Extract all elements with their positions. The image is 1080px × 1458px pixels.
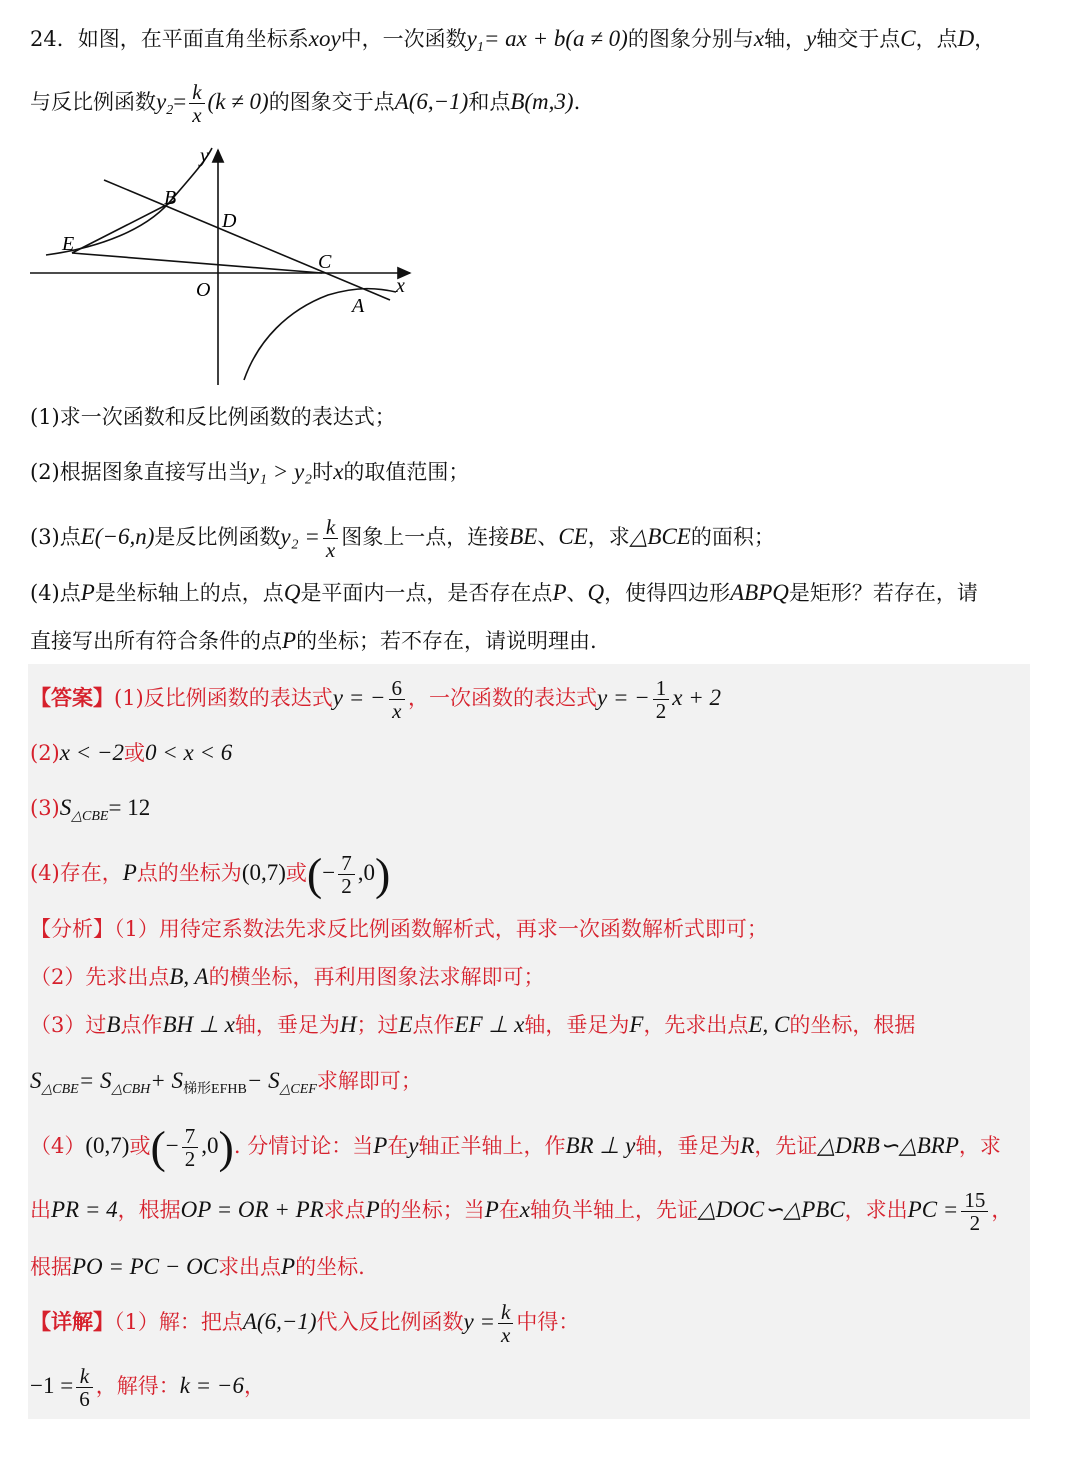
question-4-line-1: (4)点P是坐标轴上的点，点Q是平面内一点，是否存在点P、Q，使得四边形ABPQ是矩形？若存在，请 bbox=[30, 580, 978, 605]
answer-3: $(3)S_{\triangle CBE}= 12$ bbox=[30, 795, 151, 824]
question-2: (2)根据图象直接写出当y₁ > y₂时x的取值范围； bbox=[30, 459, 470, 484]
detail-2: −1 = $\frac{k}{6}$ ，解得：k = −6， bbox=[30, 1364, 265, 1411]
fraction-k-over-x: $\frac{k}{x}$ bbox=[189, 81, 204, 126]
question-1: (1)求一次函数和反比例函数的表达式； bbox=[30, 405, 396, 429]
coordinate-figure bbox=[28, 140, 428, 390]
answer-2: (2)x < −2或0 < x < 6 bbox=[30, 740, 233, 765]
linear-function-line bbox=[104, 180, 390, 300]
answer-1: 【答案】(1)反比例函数的表达式y = − $\frac{6}{x}$ ，一次函数的表达式y = − $\frac{1}{2}$ x + 2 bbox=[30, 676, 721, 723]
question-number: 24．如图，在平面直角坐标系 bbox=[30, 27, 309, 51]
problem-line-1: 24．如图，在平面直角坐标系xoy中，一次函数$y_1=$ ax + b(a ≠ 0)的图象分别与x轴，y轴交于点C，点D， bbox=[30, 26, 996, 55]
question-3: (3)点E(−6,n)是反比例函数y₂ = $\frac{k}{x}$ 图象上一点，连接BE、CE，求△BCE的面积； bbox=[30, 515, 775, 562]
label-C: C bbox=[318, 251, 332, 273]
problem-line-2: 与反比例函数$y_2=$ $\frac{k}{x}$ (k ≠ 0)的图象交于点A(6,−1)和点B(m,3). bbox=[30, 80, 581, 127]
analysis-4-line-2: 出PR = 4，根据OP = OR + PR求点P的坐标；当P在x轴负半轴上，先证△DOC∽△PBC，求出PC = $\frac{15}{2}$ ， bbox=[30, 1188, 1013, 1235]
analysis-4: （4）(0,7)或(− $\frac{7}{2}$ ,0). 分情讨论：当P在y轴正半轴上，作BR ⊥ y轴，垂足为R，先证△DRB∽△BRP，求 bbox=[30, 1121, 1001, 1173]
label-E: E bbox=[62, 233, 75, 255]
label-x: x bbox=[396, 275, 405, 297]
question-4-line-2: 直接写出所有符合条件的点P的坐标；若不存在，请说明理由. bbox=[30, 628, 597, 653]
analysis-2: （2）先求出点B, A的横坐标，再利用图象法求解即可； bbox=[30, 964, 545, 989]
answer-4: (4)存在，P点的坐标为(0,7)或(− $\frac{7}{2}$ ,0) bbox=[30, 848, 391, 900]
label-O: O bbox=[196, 279, 211, 301]
hyperbola-right-branch bbox=[244, 289, 396, 380]
analysis-3: （3）过B点作BH ⊥ x轴，垂足为H；过E点作EF ⊥ x轴，垂足为F，先求出点E, C的坐标，根据 bbox=[30, 1012, 916, 1037]
detail-1: 【详解】（1）解：把点A(6,−1)代入反比例函数y = $\frac{k}{x}$ 中得： bbox=[30, 1300, 580, 1347]
analysis-4-line-3: 根据PO = PC − OC求出点P的坐标. bbox=[30, 1254, 365, 1279]
label-A: A bbox=[352, 295, 365, 317]
analysis-1: 【分析】（1）用待定系数法先求反比例函数解析式，再求一次函数解析式即可； bbox=[30, 917, 768, 941]
label-D: D bbox=[222, 210, 237, 232]
label-B: B bbox=[164, 187, 177, 209]
segment-BE bbox=[72, 201, 174, 253]
analysis-3-formula: $S_{\triangle CBE}= S_{\triangle CBH}+ S_{梯形EFHB}- S_{\triangle CEF}$求解即可； bbox=[30, 1068, 422, 1097]
label-y: y bbox=[200, 145, 209, 167]
